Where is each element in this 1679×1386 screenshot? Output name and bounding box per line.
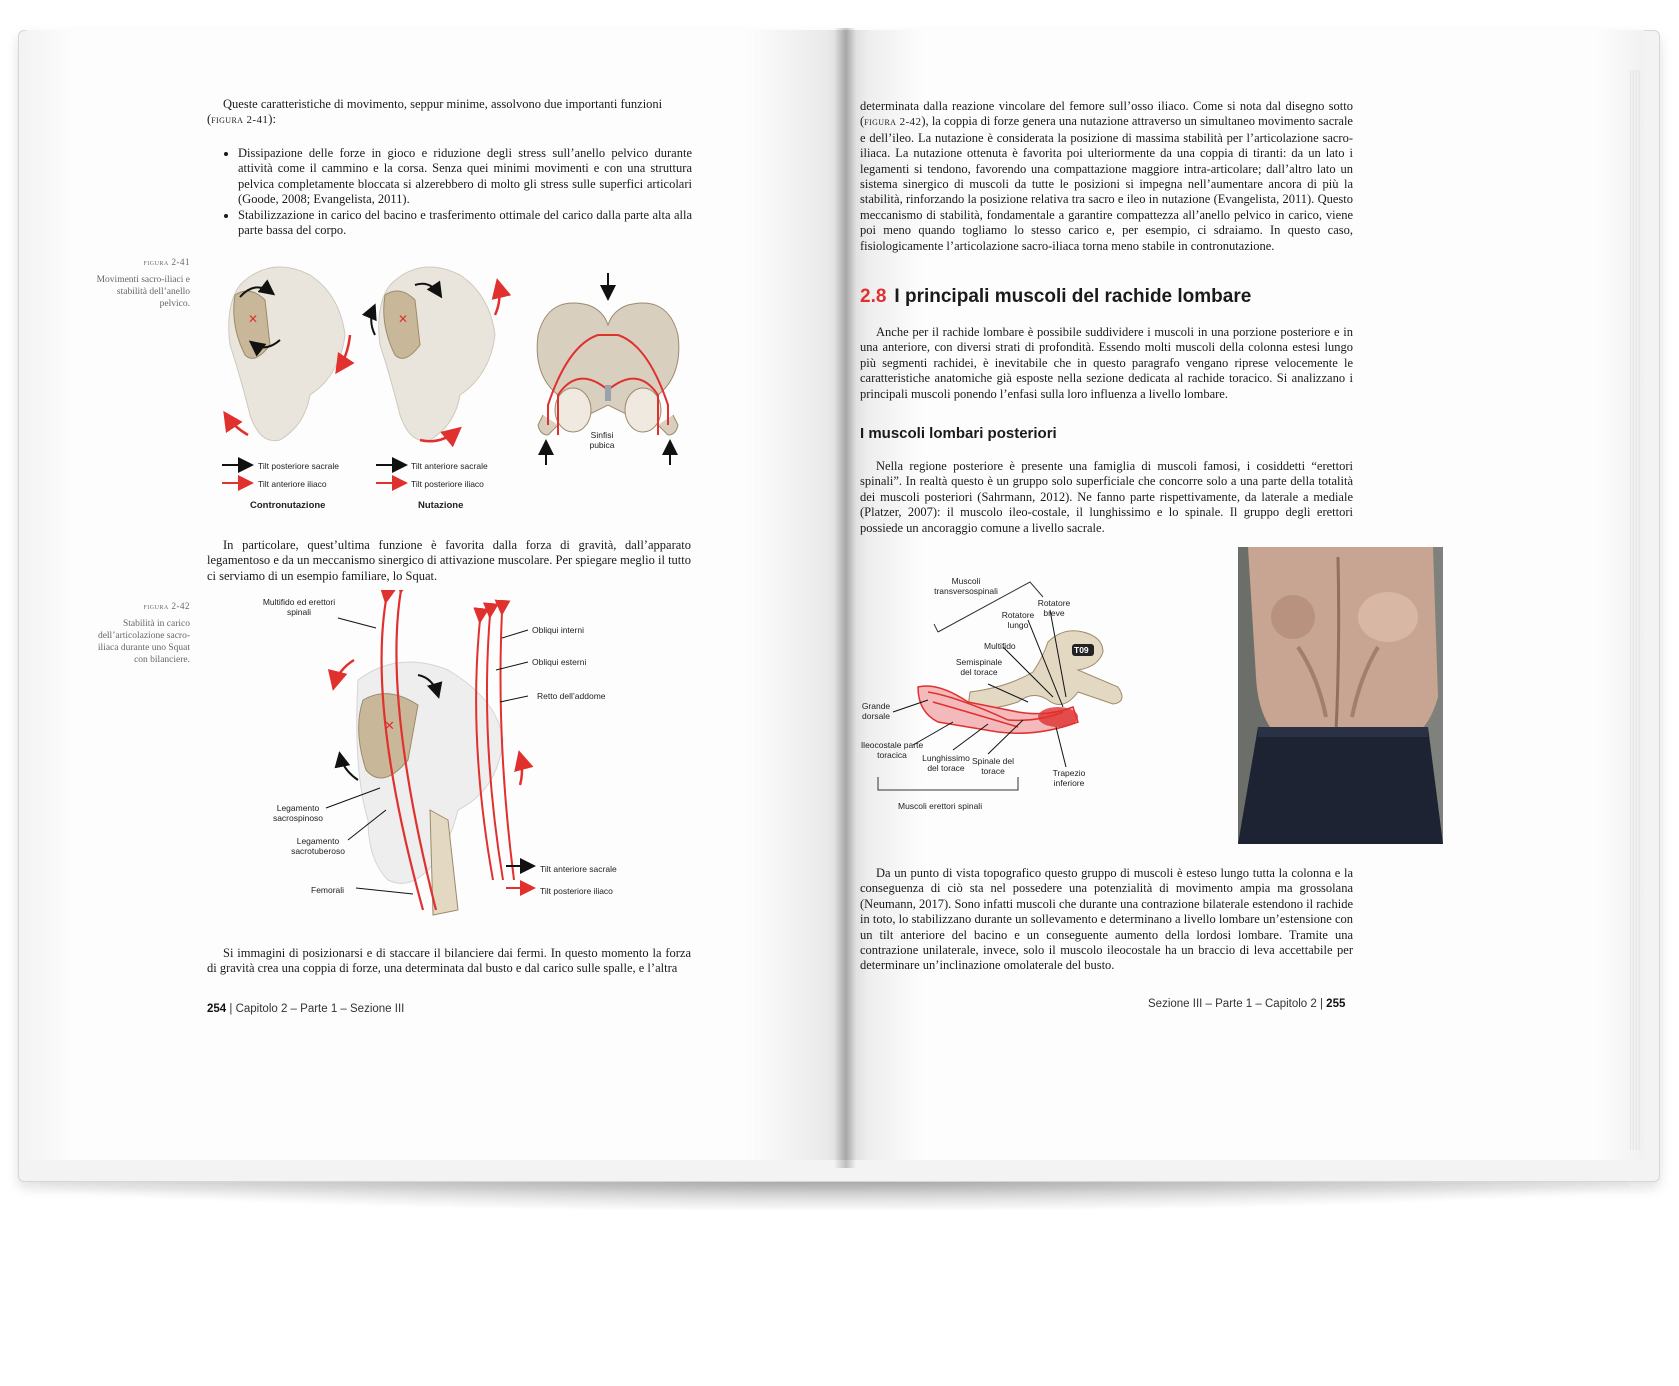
bullet-item: • Dissipazione delle forze in gioco e riduzione degli stress sull’anello pelvico durante attività come il cammino e la corsa. Senza quei minimi movimenti e con una struttura pelvica completamente bloccata si alzerebbero di molto gli stress sulle superfici articolari (Goode, 2008; Evangelista, 2011). — [238, 146, 692, 208]
label-lunghissimo: Lunghissimo del torace — [922, 753, 970, 773]
vertebra-label: T09 — [1074, 645, 1089, 655]
label-obliqui-esterni: Obliqui esterni — [532, 657, 587, 667]
legend-title: Contronutazione — [250, 500, 326, 511]
label-rotatore-breve: Rotatore breve — [1037, 598, 1071, 618]
bullet-item: • Stabilizzazione in carico del bacino e trasferimento ottimale del carico dalla parte alta alla parte bassa del corpo. — [238, 208, 692, 239]
legend-label: Tilt anteriore sacrale — [540, 864, 617, 874]
legend-label: Tilt posteriore iliaco — [411, 479, 484, 489]
label-semispinale: Semispinale del torace — [955, 657, 1003, 677]
figure-41-illustration — [210, 255, 700, 515]
paragraph-squat: In particolare, quest’ultima funzione è favorita dalla forza di gravità, dall’apparato legamentoso e da un meccanismo sinergico di attivazione muscolare. Per spiegare meglio il tutto ci serviamo di un esempio familiare, lo Squat. — [207, 538, 691, 583]
page-edges — [1630, 70, 1642, 1150]
back-muscles-photo — [1238, 547, 1443, 844]
figure-ref: figura 2-42 — [864, 116, 922, 129]
back-muscles-photo-art — [1238, 547, 1443, 844]
label-trapezio: Trapezio inferiore — [1052, 768, 1086, 788]
label-multifido: Multifido — [984, 641, 1016, 651]
legend-title: Nutazione — [418, 500, 464, 511]
right-footer: Sezione III – Parte 1 – Capitolo 2 | 255 — [1148, 998, 1346, 1010]
subsection-heading: I muscoli lombari posteriori — [860, 425, 1057, 442]
page-number: 255 — [1326, 998, 1346, 1010]
figure-42-caption: figura 2-42 Stabilità in carico dell’articolazione sacro-iliaca durante uno Squat con bilanciere. — [97, 601, 190, 665]
ilium-nutation — [371, 267, 499, 441]
paragraph-bilanciere: Si immagini di posizionarsi e di staccare il bilanciere dai fermi. In questo momento la forza di gravità crea una coppia di forze, una determinata dal busto e dal carico sulle spalle, e l’altra — [207, 946, 691, 976]
section-number: 2.8 — [860, 286, 887, 307]
label-multifido: Multifido ed erettori spinali — [262, 597, 336, 617]
label-erettori: Muscoli erettori spinali — [898, 801, 983, 811]
legend-label: Tilt anteriore iliaco — [258, 479, 327, 489]
label-transversospinali: Muscoli transversospinali — [934, 576, 998, 596]
svg-text:✕: ✕ — [384, 718, 395, 733]
label-rotatore-lungo: Rotatore lungo — [1001, 610, 1035, 630]
paragraph-intro-lombare: Anche per il rachide lombare è possibile suddividere i muscoli in una porzione posteriore e in una anteriore, con diversi strati di profondità. Essendo molti muscoli della colonna estesi lungo più segmenti rachidei, è inevitabile che in questo paragrafo vengano riprese velocemente le caratteristiche anatomiche già esposte nella sezione dedicata al rachide toracico. Si analizzano i principali muscoli ponendo l’enfasi sulla loro influenza a livello lombare. — [860, 325, 1353, 401]
label-spinale: Spinale del torace — [971, 756, 1015, 776]
book-gutter — [834, 28, 856, 1168]
figure-43-diagram — [858, 572, 1158, 812]
label-sacrotuberoso: Legamento sacrotuberoso — [291, 836, 345, 856]
label-grande-dorsale: Grande dorsale — [861, 701, 891, 721]
label-obliqui-interni: Obliqui interni — [532, 625, 584, 635]
running-head: Capitolo 2 – Parte 1 – Sezione III — [235, 1003, 405, 1015]
paragraph-nutazione: determinata dalla reazione vincolare del femore sull’osso iliaco. Come si nota dal disegno sotto (figura 2-42), la coppia di forze genera una nutazione attraverso un simultaneo movimento sacrale e dell’ileo. La nutazione è considerata la posizione di massima stabilità per l’articolazione sacro-iliaca. La nutazione ottenuta è favorita poi ulteriormente da una coppia di tiranti: da un lato i legamenti si tendono, favorendo una compattazione maggiore intra-articolare; dall’altro lato un sistema sinergico di muscoli da tutte le posizioni si impegna nell’aumentare ancora di più la stabilità, rinforzando la posizione relativa tra sacro e ileo in nutazione (Evangelista, 2011). Questo meccanismo di stabilità, fondamentale a garantire compattezza all’anello pelvico in carico, viene poi meno quando togliamo lo stesso carico e, per esempio, ci sdraiamo. In questo caso, fisiologicamente l’articolazione sacro-iliaca torna meno stabile in contronutazione. — [860, 99, 1353, 253]
intro-paragraph: Queste caratteristiche di movimento, seppur minime, assolvono due importanti funzioni (figura 2-41): — [207, 97, 663, 127]
paragraph-erettori: Nella regione posteriore è presente una famiglia di muscoli famosi, i cosiddetti “erettori spinali”. In realtà questo è un gruppo solo superficiale che concorre solo a una parte della totalità dei muscoli posteriori (Sahrmann, 2012). Ne fanno parte rispettivamente, da laterale a mediale (Platzer, 2007): il muscolo ileo-costale, il lunghissimo e lo spinale. Il gruppo degli erettori possiede un ancoraggio comune a livello sacrale. — [860, 459, 1353, 535]
legend-label: Tilt posteriore iliaco — [540, 886, 613, 896]
bullet-list — [214, 146, 692, 238]
figure-42-illustration — [258, 590, 698, 925]
label-femorali: Femorali — [311, 885, 345, 895]
section-heading — [860, 286, 1251, 308]
section-title: I principali muscoli del rachide lombare — [894, 286, 1252, 307]
label-ileocostale: Ileocostale parte toracica — [860, 740, 924, 760]
svg-text:✕: ✕ — [248, 312, 259, 326]
figure-ref: figura 2-41 — [211, 114, 269, 127]
sinfisi-label: Sinfisi pubica — [589, 430, 615, 450]
label-retto: Retto dell’addome — [537, 691, 606, 701]
running-head: Sezione III – Parte 1 – Capitolo 2 — [1148, 998, 1317, 1010]
paragraph-topografico: Da un punto di vista topografico questo gruppo di muscoli è esteso lungo tutta la colonna e la conseguenza di ciò sta nel possedere una potenzialità di movimento ampia ma grossolana (Neumann, 2017). Sono infatti muscoli che durante una contrazione bilaterale estendono il rachide in toto, lo stabilizzano durante un sollevamento e determinano a livello lombare un’estensione con un tilt anteriore del bacino e un conseguente aumento della lordosi lombare. Tramite una contrazione unilaterale, invece, solo il muscolo ileocostale ha un braccio di leva accettabile per determinare un’inclinazione omolaterale del busto. — [860, 866, 1353, 973]
label-sacrospinoso: Legamento sacrospinoso — [272, 803, 324, 823]
legend-label: Tilt posteriore sacrale — [258, 461, 339, 471]
page-number: 254 — [207, 1003, 227, 1015]
ilium-contronutation — [226, 267, 350, 441]
figure-41-caption: figura 2-41 Movimenti sacro-iliaci e stabilità dell’anello pelvico. — [96, 257, 190, 309]
svg-text:✕: ✕ — [398, 312, 409, 326]
legend-label: Tilt anteriore sacrale — [411, 461, 488, 471]
left-footer: 254 | Capitolo 2 – Parte 1 – Sezione III — [207, 1003, 405, 1015]
